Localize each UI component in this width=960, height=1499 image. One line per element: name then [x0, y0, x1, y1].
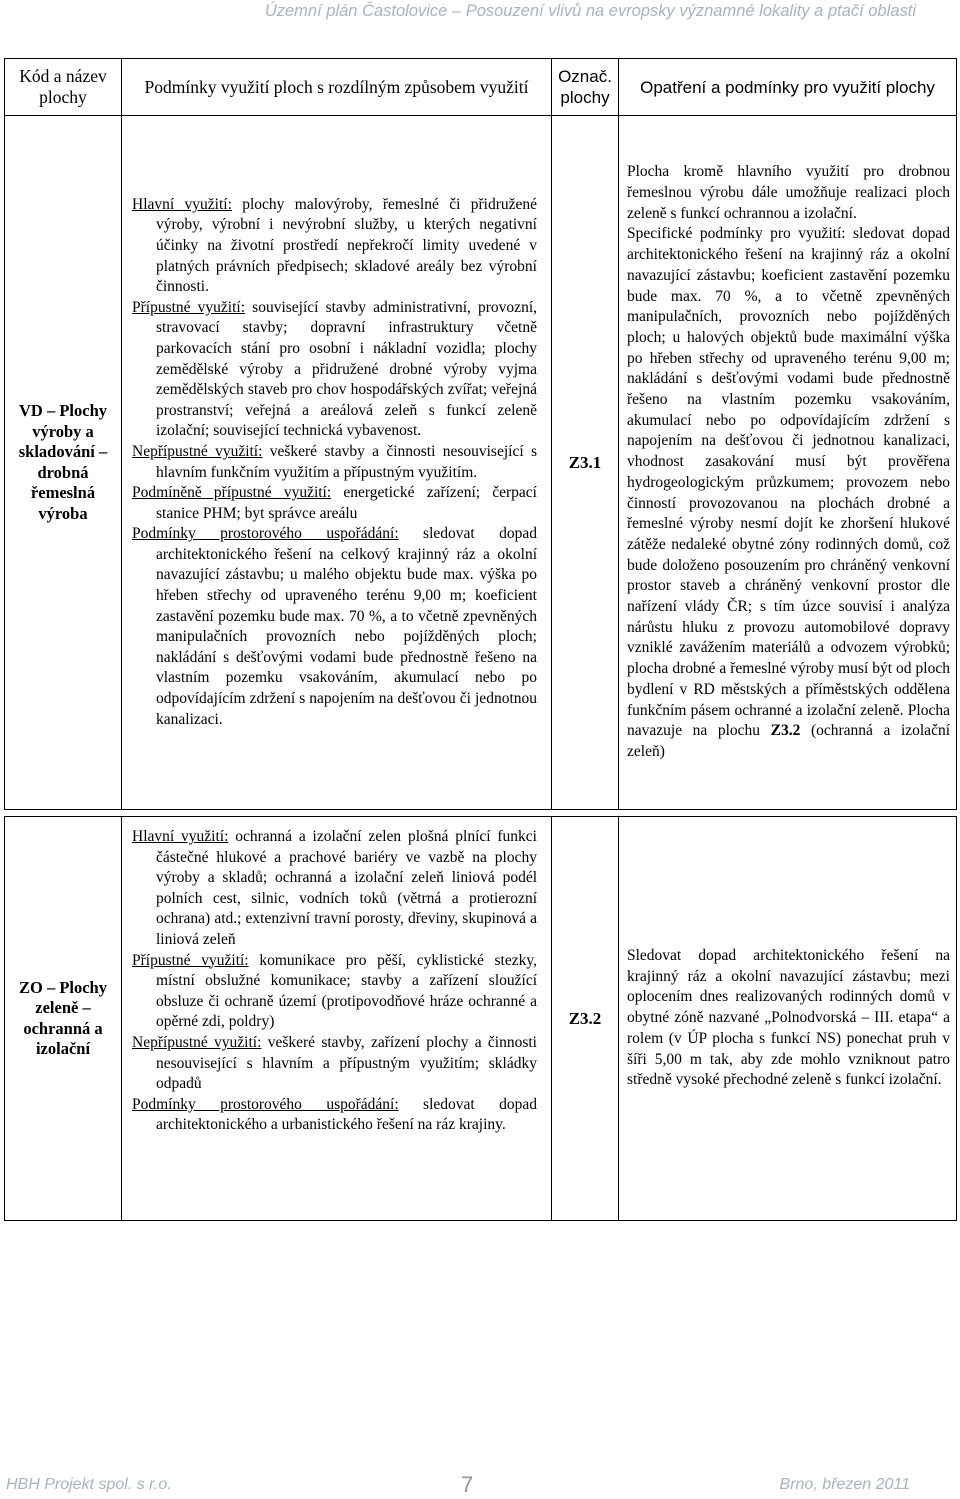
col-header-mark: Označ. plochy [552, 59, 619, 116]
page-number: 7 [461, 1472, 474, 1497]
table-header-row [5, 59, 957, 116]
conditions-cell [122, 817, 552, 1221]
document-header: Územní plán Častolovice – Posouzení vlivů na evropsky významné lokality a ptačí oblasti [264, 2, 916, 20]
condition-item: Přípustné využití: související stavby administrativní, provozní, stravovací stavby; dopravní infrastruktury včetně parkovacích stání pro osobní i nákladní vozidla; plochy zemědělské výroby a přidružené drobné výroby vyjma zemědělských staveb pro chov hospodářských zvířat; veřejná prostranství; veřejná a areálová zeleň s funkcí zeleně izolační; související technická vybavenost. [132, 298, 537, 440]
area-code-zo: ZO – Plochy zeleně – ochranná a izolační [5, 817, 122, 1221]
condition-item: Podmínky prostorového uspořádání: sledovat dopad architektonického a urbanistického řešení na ráz krajiny. [132, 1095, 537, 1134]
table-row [5, 116, 957, 810]
table-row [5, 817, 957, 1221]
footer-company: HBH Projekt spol. s r.o. [6, 1476, 172, 1493]
condition-item: Přípustné využití: komunikace pro pěší, cyklistické stezky, místní obslužné komunikace; stavby a zařízení sloužící obsluze či ochraně území (protipovodňové hráze ochranné a opěrné zdi, poldry) [132, 951, 537, 1031]
footer-place-date: Brno, březen 2011 [779, 1476, 910, 1493]
condition-item: Hlavní využití: ochranná a izolační zelen plošná plnící funkci částečné hlukové a prachové bariéry ve vazbě na plochy výroby a skladů; ochranná a izolační zeleň liniová podél polních cest, silnic, vodních toků (větrná a protierozní ochrana) atd.; extenzivní travní porosty, dřeviny, skupinová a liniová zeleň [132, 828, 537, 948]
page-footer [6, 1474, 910, 1498]
area-mark-z3-1: Z3.1 [552, 116, 619, 810]
conditions-cell [122, 116, 552, 810]
condition-item: Podmínky prostorového uspořádání: sledovat dopad architektonického řešení na celkový krajinný ráz a okolní navazující zástavbu; u malého objektu bude max. výška po hřeben střechy od upraveného terénu 9,00 m; koeficient zastavění pozemku bude max. 70 %, a to včetně zpevněných manipulačních provozních nebo pojížděných ploch; nakládání s dešťovými vodami bude přednostně řešeno na vlastním pozemku vsakováním, akumulací nebo po odpovídajícím zdržení s napojením na dešťovou či jednotnou kanalizaci. [132, 525, 537, 728]
measures-detail: Specifické podmínky pro využití: sledovat dopad architektonického řešení na krajinný ráz a okolní navazující zástavbu; koeficient zastavění pozemku bude max. 70 %, a to včetně zpevněných manipulačních, provozních nebo pojížděných ploch; u halových objektů bude maximální výška po hřeben střechy od upraveného terénu 9,00 m; nakládání s dešťovými vodami bude přednostně řešeno na vlastním pozemku vsakováním, akumulací nebo po odpovídajícím zdržení s napojením na dešťovou či jednotnou kanalizaci, vhodnost zasakování musí být prověřena hydrogeologickým průzkumem; provozem nebo činností provozovanou na plochách drobné a řemeslné výroby nesmí dojít ke zhoršení hlukové zátěže nedaleké obytné zóny rodinných domů, což bude doloženo posouzením pro chráněný venkovní prostor staveb a chráněný venkovní prostor dle nařízení vlády ČR; s tím úzce souvisí i analýza nárůstu hluku z provozu automobilové dopravy vzniklé zavážením materiálů a odvozem výrobků; plocha drobné a řemeslné výroby musí být od ploch bydlení v RD městských a příměstských oddělena funkčním pásem ochranné a izolační zeleně. Plocha navazuje na plochu Z3.2 (ochranná a izolační zeleň) [627, 225, 951, 760]
area-code-vd: VD – Plochy výroby a skladování – drobná řemeslná výroba [5, 116, 122, 810]
measures-text: Sledovat dopad architektonického řešení na krajinný ráz a okolní navazující zástavbu; mezi oplocením dnes realizovaných rodinných domů v obytné zóně nazvané „Polnodvorská – III. etapa“ a rolem (v ÚP plocha s funkcí NS) ponechat pruh v šíři 5,00 m tak, aby zde mohlo vzniknout patro středně vysoké přechodné zeleně s funkcí izolační. [627, 947, 950, 1089]
measures-cell [619, 116, 957, 810]
condition-item: Nepřípustné využití: veškeré stavby a činnosti nesouvisející s hlavním funkčním využitím a přípustným využitím. [132, 442, 537, 481]
measures-cell [619, 817, 957, 1221]
area-mark-z3-2: Z3.2 [552, 817, 619, 1221]
row-gap [5, 810, 957, 817]
col-header-conditions: Podmínky využití ploch s rozdílným způsobem využití [122, 59, 552, 116]
col-header-measures: Opatření a podmínky pro využití plochy [619, 59, 957, 116]
col-header-code: Kód a název plochy [5, 59, 122, 116]
condition-item: Nepřípustné využití: veškeré stavby, zařízení plochy a činnosti nesouvisející s hlavním a přípustným využitím; skládky odpadů [132, 1033, 537, 1093]
regulation-table [4, 58, 957, 1221]
condition-item: Podmíněně přípustné využití: energetické zařízení; čerpací stanice PHM; byt správce areálu [132, 484, 537, 522]
condition-item: Hlavní využití: plochy malovýroby, řemeslné či přidružené výroby, výrobní i nevýrobní služby, u kterých negativní účinky na životní prostředí nepřekročí limity uvedené v platných právních předpisech; skladové areály bez výrobní činnosti. [132, 195, 537, 296]
measures-intro: Plocha kromě hlavního využití pro drobnou řemeslnou výrobu dále umožňuje realizaci ploch zeleně s funkcí ochrannou a izolační. [627, 163, 950, 222]
